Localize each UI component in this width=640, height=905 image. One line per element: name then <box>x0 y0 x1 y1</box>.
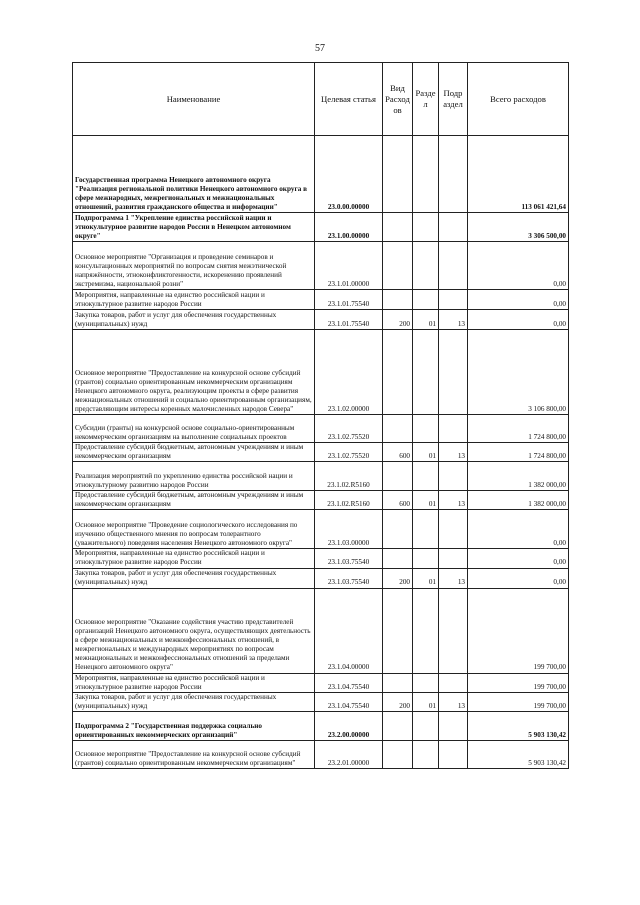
row-name: Мероприятия, направленные на единство российской нации и этнокультурное развитие народов России <box>73 549 315 568</box>
row-name: Основное мероприятие "Организация и проведение семинаров и консультационных мероприятий по вопросам снятия межэтнической напряжённости, этноконфликтогенности, искоренению проявлений экстремизма, национальной розни" <box>73 242 315 290</box>
row-target-article: 23.1.01.75540 <box>315 290 383 310</box>
row-target-article: 23.1.01.75540 <box>315 310 383 330</box>
row-section <box>413 415 439 443</box>
row-name: Подпрограмма 2 "Государственная поддержка социально ориентированных некоммерческих организаций" <box>73 711 315 740</box>
row-subsection: 13 <box>439 310 468 330</box>
table-row <box>73 330 569 415</box>
row-section: 01 <box>413 310 439 330</box>
table-row <box>73 462 569 491</box>
budget-table <box>72 62 569 769</box>
row-expense-type <box>383 242 413 290</box>
table-row <box>73 136 569 213</box>
row-subsection <box>439 213 468 242</box>
row-name: Подпрограмма 1 "Укрепление единства российской нации и этнокультурное развитие народов России в Ненецком автономном округе" <box>73 213 315 242</box>
row-section: 01 <box>413 692 439 711</box>
row-target-article: 23.1.02.75520 <box>315 415 383 443</box>
row-subsection: 13 <box>439 491 468 510</box>
table-row <box>73 290 569 310</box>
row-name: Закупка товаров, работ и услуг для обеспечения государственных (муниципальных) нужд <box>73 692 315 711</box>
row-subsection <box>439 330 468 415</box>
row-name: Мероприятия, направленные на единство российской нации и этнокультурное развитие народов России <box>73 290 315 310</box>
row-total: 0,00 <box>468 242 569 290</box>
row-subsection: 13 <box>439 443 468 462</box>
row-subsection <box>439 136 468 213</box>
row-total: 113 061 421,64 <box>468 136 569 213</box>
row-section: 01 <box>413 443 439 462</box>
table-row <box>73 673 569 692</box>
row-subsection <box>439 673 468 692</box>
row-section <box>413 740 439 768</box>
table-row <box>73 415 569 443</box>
row-section <box>413 588 439 673</box>
row-name: Реализация мероприятий по укреплению единства российской нации и этнокультурному развитию народов России <box>73 462 315 491</box>
row-expense-type <box>383 330 413 415</box>
row-subsection <box>439 711 468 740</box>
row-target-article: 23.1.02.R5160 <box>315 462 383 491</box>
row-target-article: 23.1.03.75540 <box>315 568 383 588</box>
row-total: 0,00 <box>468 568 569 588</box>
row-section <box>413 462 439 491</box>
row-subsection <box>439 290 468 310</box>
row-name: Основное мероприятие "Предоставление на конкурсной основе субсидий (грантов) социально ориентированным некоммерческим организациям Ненецкого автономного округа, реализующим проекты в сфере развития межнациональных отношений и социально ориентированным организациям, представляющим интересы коренных малочисленных народов Севера" <box>73 330 315 415</box>
row-section <box>413 330 439 415</box>
row-expense-type <box>383 549 413 568</box>
row-target-article: 23.2.01.00000 <box>315 740 383 768</box>
row-total: 199 700,00 <box>468 588 569 673</box>
row-expense-type: 600 <box>383 491 413 510</box>
row-expense-type <box>383 213 413 242</box>
row-total: 0,00 <box>468 549 569 568</box>
row-total: 5 903 130,42 <box>468 740 569 768</box>
row-expense-type <box>383 588 413 673</box>
row-section <box>413 290 439 310</box>
row-subsection <box>439 510 468 549</box>
table-row <box>73 510 569 549</box>
row-section <box>413 549 439 568</box>
row-expense-type <box>383 510 413 549</box>
row-expense-type <box>383 673 413 692</box>
table-row <box>73 711 569 740</box>
row-expense-type <box>383 462 413 491</box>
row-target-article: 23.0.00.00000 <box>315 136 383 213</box>
row-subsection <box>439 549 468 568</box>
row-name: Государственная программа Ненецкого автономного округа "Реализация региональной политики Ненецкого автономного округа в сфере межнародных, межрегиональных и межнациональных отношений, развития гражданского общества и информации" <box>73 136 315 213</box>
row-section <box>413 242 439 290</box>
row-expense-type <box>383 290 413 310</box>
row-section <box>413 711 439 740</box>
row-section <box>413 136 439 213</box>
table-row <box>73 491 569 510</box>
row-subsection <box>439 415 468 443</box>
header-name: Наименование <box>73 63 315 136</box>
row-section: 01 <box>413 568 439 588</box>
row-target-article: 23.1.02.00000 <box>315 330 383 415</box>
header-expense-type: Вид Расход ов <box>383 63 413 136</box>
row-target-article: 23.1.03.75540 <box>315 549 383 568</box>
row-target-article: 23.2.00.00000 <box>315 711 383 740</box>
row-name: Основное мероприятие "Проведение социологического исследования по изучению общественного мнения по вопросам толерантного (уважительного) поведения населения Ненецкого автономного округа" <box>73 510 315 549</box>
header-subsection: Подр аздел <box>439 63 468 136</box>
row-total: 0,00 <box>468 290 569 310</box>
row-name: Предоставление субсидий бюджетным, автономным учреждениям и иным некоммерческим организациям <box>73 491 315 510</box>
table-row <box>73 588 569 673</box>
row-subsection <box>439 462 468 491</box>
row-total: 3 106 800,00 <box>468 330 569 415</box>
header-section: Разде л <box>413 63 439 136</box>
row-name: Мероприятия, направленные на единство российской нации и этнокультурное развитие народов России <box>73 673 315 692</box>
row-section: 01 <box>413 491 439 510</box>
table-row <box>73 310 569 330</box>
table-row <box>73 568 569 588</box>
row-expense-type: 200 <box>383 692 413 711</box>
table-row <box>73 740 569 768</box>
row-section <box>413 213 439 242</box>
header-total-expenses: Всего расходов <box>468 63 569 136</box>
row-expense-type: 200 <box>383 568 413 588</box>
table-row <box>73 549 569 568</box>
row-expense-type <box>383 415 413 443</box>
table-header-row <box>73 63 569 136</box>
row-section <box>413 673 439 692</box>
row-target-article: 23.1.04.75540 <box>315 673 383 692</box>
row-subsection: 13 <box>439 692 468 711</box>
row-target-article: 23.1.03.00000 <box>315 510 383 549</box>
row-section <box>413 510 439 549</box>
row-target-article: 23.1.00.00000 <box>315 213 383 242</box>
row-subsection <box>439 588 468 673</box>
row-subsection <box>439 740 468 768</box>
row-name: Субсидии (гранты) на конкурсной основе социально-ориентированным некоммерческим организациям на выполнение социальных проектов <box>73 415 315 443</box>
header-target-article: Целевая статья <box>315 63 383 136</box>
row-expense-type <box>383 136 413 213</box>
row-target-article: 23.1.02.R5160 <box>315 491 383 510</box>
row-total: 199 700,00 <box>468 673 569 692</box>
page-number: 57 <box>315 43 325 54</box>
row-subsection: 13 <box>439 568 468 588</box>
row-total: 1 724 800,00 <box>468 443 569 462</box>
row-target-article: 23.1.04.75540 <box>315 692 383 711</box>
row-name: Основное мероприятие "Оказание содействия участию представителей организаций Ненецкого автономного округа, осуществляющих деятельность в сфере межнациональных и межконфессиональных отношений, в межрегиональных и международных мероприятиях по вопросам межнациональных и межконфессиональных отношений за пределами Ненецкого автономного округа" <box>73 588 315 673</box>
row-expense-type: 200 <box>383 310 413 330</box>
table-row <box>73 242 569 290</box>
row-name: Закупка товаров, работ и услуг для обеспечения государственных (муниципальных) нужд <box>73 310 315 330</box>
row-target-article: 23.1.01.00000 <box>315 242 383 290</box>
row-total: 1 382 000,00 <box>468 462 569 491</box>
row-total: 199 700,00 <box>468 692 569 711</box>
row-subsection <box>439 242 468 290</box>
row-total: 5 903 130,42 <box>468 711 569 740</box>
row-expense-type <box>383 711 413 740</box>
row-name: Основное мероприятие "Предоставление на конкурсной основе субсидий (грантов) социально ориентированным некоммерческим организациям" <box>73 740 315 768</box>
row-name: Закупка товаров, работ и услуг для обеспечения государственных (муниципальных) нужд <box>73 568 315 588</box>
table-row <box>73 213 569 242</box>
row-target-article: 23.1.02.75520 <box>315 443 383 462</box>
table-row <box>73 443 569 462</box>
row-total: 3 306 500,00 <box>468 213 569 242</box>
table-row <box>73 692 569 711</box>
row-expense-type <box>383 740 413 768</box>
row-total: 1 382 000,00 <box>468 491 569 510</box>
row-target-article: 23.1.04.00000 <box>315 588 383 673</box>
row-name: Предоставление субсидий бюджетным, автономным учреждениям и иным некоммерческим организациям <box>73 443 315 462</box>
row-expense-type: 600 <box>383 443 413 462</box>
row-total: 0,00 <box>468 310 569 330</box>
row-total: 1 724 800,00 <box>468 415 569 443</box>
table-body <box>73 136 569 769</box>
row-total: 0,00 <box>468 510 569 549</box>
